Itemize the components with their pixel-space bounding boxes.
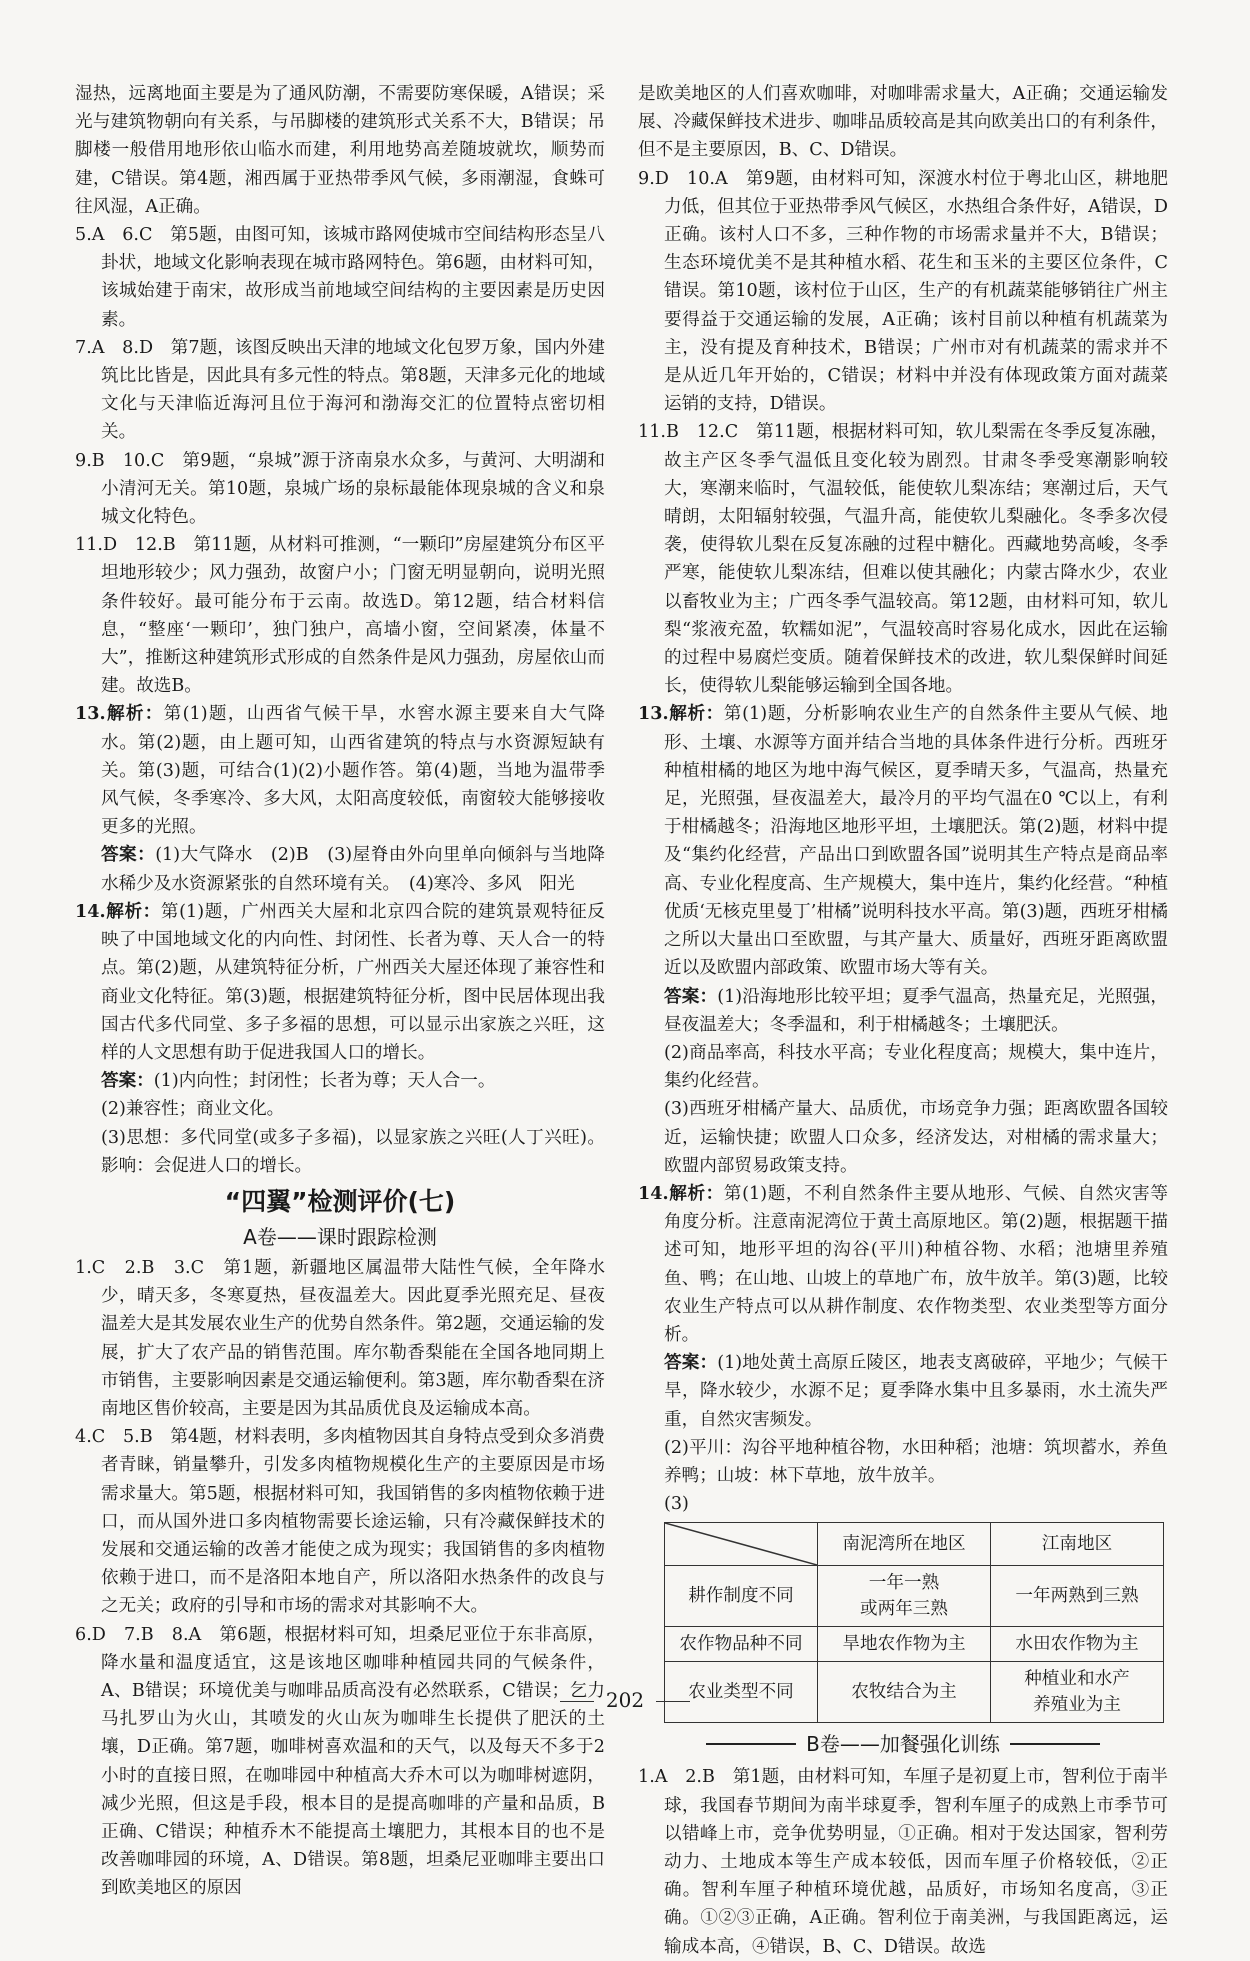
table-row	[665, 1566, 1164, 1627]
table-header-row	[665, 1523, 1164, 1566]
analysis-item	[638, 700, 1168, 982]
analysis-text: 第(1)题，广州西关大屋和北京四合院的建筑景观特征反映了中国地域文化的内向性、封闭性、长者为尊、天人合一的特点。第(2)题，从建筑特征分析，广州西关大屋还体现了兼容性和商业文化特征。第(3)题，根据建筑特征分析，图中民居体现出我国古代多代同堂、多子多福的思想，可以显示出家族之兴旺，这样的人文思想有助于促进我国人口的增长。	[101, 901, 605, 1063]
answer-item: 6.D 7.B 8.A 第6题，根据材料可知，坦桑尼亚位于东非高原，降水量和温度适宜，这是该地区咖啡种植园共同的气候条件，A、B错误；环境优美与咖啡品质高没有必然联系，C错误；乞力马扎罗山为火山，其喷发的火山灰为咖啡生长提供了肥沃的土壤，D正确。第7题，咖啡树喜欢温和的天气，以及每天不多于2小时的直接日照，在咖啡园中种植高大乔木可以为咖啡树遮阴，减少光照，但这是手段，根本目的是提高咖啡的产量和品质，B正确、C错误；种植乔木不能提高土壤肥力，其根本目的也不是改善咖啡园的环境，A、D错误。第8题，坦桑尼亚咖啡主要出口到欧美地区的原因	[75, 1624, 605, 1899]
answer-label: 答案：	[664, 985, 718, 1007]
analysis-label: 13.解析：	[638, 703, 724, 725]
analysis-item	[75, 700, 605, 841]
answer-block	[638, 983, 1168, 1039]
answer-text: (1)内向性；封闭性；长者为尊；天人合一。	[153, 1071, 496, 1092]
analysis-label: 14.解析：	[75, 900, 161, 922]
answer-label: 答案：	[664, 1352, 718, 1374]
table-cell: 农牧结合为主	[818, 1662, 991, 1723]
table-cell: 水田农作物为主	[991, 1627, 1164, 1662]
answer-block	[638, 1349, 1168, 1434]
analysis-text: 第(1)题，不利自然条件主要从地形、气候、自然灾害等角度分析。注意南泥湾位于黄土高原地区。第(2)题，根据题干描述可知，地形平坦的沟谷(平川)种植谷物、水稻；池塘里养殖鱼、鸭；在山地、山坡上的草地广布，放牛放羊。第(3)题，比较农业生产特点可以从耕作制度、农作物类型、农业类型等方面分析。	[664, 1183, 1168, 1345]
answer-paragraph: 是欧美地区的人们喜欢咖啡，对咖啡需求量大，A正确；交通运输发展、冷藏保鲜技术进步、咖啡品质较高是其向欧美出口的有利条件，但不是主要原因，B、C、D错误。	[638, 84, 1168, 161]
page-number-text: 202	[605, 1688, 645, 1712]
title-rule-right	[1010, 1743, 1100, 1745]
answer-subitem: (2)兼容性；商业文化。	[101, 1099, 285, 1120]
table-row-label: 耕作制度不同	[665, 1566, 818, 1627]
table-header-cell: 南泥湾所在地区	[818, 1523, 991, 1566]
answer-label: 答案：	[101, 844, 156, 866]
section-subtitle-b	[638, 1729, 1168, 1759]
answer-item: 1.A 2.B 第1题，由材料可知，车厘子是初夏上市，智利位于南半球，我国春节期间为南半球夏季，智利车厘子的成熟上市季节可以错峰上市，竞争优势明显，①正确。相对于发达国家，智利劳动力、土地成本等生产成本较低，因而车厘子价格较低，②正确。智利车厘子种植环境优越，品质好，市场知名度高，③正确。①②③正确，A正确。智利位于南美洲，与我国距离远，运输成本高，④错误，B、C、D错误。故选	[638, 1767, 1168, 1957]
answer-subitem: (2)商品率高，科技水平高；专业化程度高；规模大，集中连片，集约化经营。	[664, 1042, 1168, 1092]
answer-item: 7.A 8.D 第7题，该图反映出天津的地域文化包罗万象，国内外建筑比比皆是，因此具有多元性的特点。第8题，天津多元化的地域文化与天津临近海河且位于海河和渤海交汇的位置特点密切相关。	[75, 337, 605, 443]
table-row-label: 农业类型不同	[665, 1662, 818, 1723]
analysis-item	[75, 898, 605, 1067]
analysis-label: 14.解析：	[638, 1182, 724, 1204]
analysis-label: 13.解析：	[75, 703, 164, 725]
title-rule-left	[706, 1743, 796, 1745]
answer-item: 9.D 10.A 第9题，由材料可知，深渡水村位于粤北山区，耕地肥力低，但其位于亚热带季风气候区，水热组合条件好，A错误，D正确。该村人口不多，三种作物的市场需求量并不大，B错误；生态环境优美不是其种植水稻、花生和玉米的主要区位条件，C错误。第10题，该村位于山区，生产的有机蔬菜能够销往广州主要得益于交通运输的发展，A正确；该村目前以种植有机蔬菜为主，没有提及育种技术，B错误；广州市对有机蔬菜的需求并不是从近几年开始的，C错误；材料中并没有体现政策方面对蔬菜运销的支持，D错误。	[638, 168, 1168, 415]
table-diagonal-cell	[665, 1523, 818, 1566]
page-number-dash-right	[656, 1701, 690, 1702]
table-cell: 种植业和水产 养殖业为主	[991, 1662, 1164, 1723]
answer-item: 4.C 5.B 第4题，材料表明，多肉植物因其自身特点受到众多消费者青睐，销量攀升，引发多肉植物规模化生产的主要原因是市场需求量大。第5题，根据材料可知，我国销售的多肉植物依赖于进口，而从国外进口多肉植物需要长途运输，只有冷藏保鲜技术的发展和交通运输的改善才能使之成为现实；我国销售的多肉植物依赖于进口，而不是洛阳本地自产，所以洛阳水热条件的改良与之无关；政府的引导和市场的需求对其影响不大。	[75, 1427, 605, 1617]
section-subtitle: A卷——课时跟踪检测	[243, 1224, 437, 1249]
page-number-dash-left	[560, 1701, 594, 1702]
diagonal-line	[665, 1523, 817, 1565]
table-row	[665, 1627, 1164, 1662]
table-cell: 一年一熟 或两年三熟	[818, 1566, 991, 1627]
answer-subitem: (3)	[664, 1494, 689, 1515]
answer-label: 答案：	[101, 1070, 154, 1092]
answer-block	[75, 1067, 605, 1095]
analysis-item	[638, 1180, 1168, 1349]
answer-text: (1)沿海地形比较平坦；夏季气温高，热量充足，光照强，昼夜温差大；冬季温和，利于柑橘越冬；土壤肥沃。	[664, 986, 1168, 1035]
analysis-text: 第(1)题，山西省气候干旱，水窖水源主要来自大气降水。第(2)题，由上题可知，山西省建筑的特点与水资源短缺有关。第(3)题，可结合(1)(2)小题作答。第(4)题，当地为温带季风气候，冬季寒冷、多大风，太阳高度较低，南窗较大能够接收更多的光照。	[101, 704, 605, 838]
answer-subitem: (3)思想：多代同堂(或多子多福)，以显家族之兴旺(人丁兴旺)。影响：会促进人口的增长。	[101, 1127, 605, 1176]
answer-paragraph: 湿热，远离地面主要是为了通风防潮，不需要防寒保暖，A错误；采光与建筑物朝向有关系，与吊脚楼的建筑形式关系不大，B错误；吊脚楼一般借用地形依山临水而建，利用地势高差随坡就坎，顺势而建，C错误。第4题，湘西属于亚热带季风气候，多雨潮湿，食蛛可往风湿，A正确。	[75, 84, 605, 217]
answer-item: 9.B 10.C 第9题，“泉城”源于济南泉水众多，与黄河、大明湖和小清河无关。第10题，泉城广场的泉标最能体现泉城的含义和泉城文化特色。	[75, 450, 605, 528]
answer-subitem: (2)平川：沟谷平地种植谷物，水田种稻；池塘：筑坝蓄水，养鱼养鸭；山坡：林下草地，放牛放羊。	[664, 1437, 1168, 1486]
table-row-label: 农作物品种不同	[665, 1627, 818, 1662]
answer-subitem: (3)西班牙柑橘产量大、品质优，市场竞争力强；距离欧盟各国较近，运输快捷；欧盟人口众多，经济发达，对柑橘的需求量大；欧盟内部贸易政策支持。	[664, 1099, 1168, 1176]
analysis-text: 第(1)题，分析影响农业生产的自然条件主要从气候、地形、土壤、水源等方面并结合当地的具体条件进行分析。西班牙种植柑橘的地区为地中海气候区，夏季晴天多，气温高，热量充足，光照强，昼夜温差大，最冷月的平均气温在0 ℃以上，有利于柑橘越冬；沿海地区地形平坦，土壤肥沃。第(2)题，材料中提及“集约化经营，产品出口到欧盟各国”说明其生产特点是商品率高、专业化程度高、生产规模大，集中连片，集约化经营。“种植优质‘无核克里曼丁’柑橘”说明科技水平高。第(3)题，西班牙柑橘之所以大量出口至欧盟，与其产量大、质量好，西班牙距离欧盟近以及欧盟内部政策、欧盟市场大等有关。	[664, 704, 1168, 979]
section-subtitle-text: B卷——加餐强化训练	[806, 1732, 1000, 1757]
table-cell: 旱地农作物为主	[818, 1627, 991, 1662]
answer-item: 11.D 12.B 第11题，从材料可推测，“一颗印”房屋建筑分布区平坦地形较少；风力强劲，故窗户小；门窗无明显朝向，说明光照条件较好。最可能分布于云南。故选D。第12题，结合材料信息，“整座‘一颗印’，独门独户，高墙小窗，空间紧凑，体量不大”，推断这种建筑形式形成的自然条件是风力强劲，房屋依山而建。故选B。	[75, 535, 605, 697]
answer-text: (1)大气降水 (2)B (3)屋脊由外向里单向倾斜与当地降水稀少及水资源紧张的自然环境有关。 (4)寒冷、多风 阳光	[101, 845, 605, 894]
right-column	[638, 80, 1168, 1961]
page-number	[0, 1688, 1250, 1712]
answer-block	[75, 841, 605, 897]
answer-text: (1)地处黄土高原丘陵区，地表支离破碎，平地少；气候干旱，降水较少，水源不足；夏季降水集中且多暴雨，水土流失严重，自然灾害频发。	[664, 1353, 1168, 1430]
table-cell: 一年两熟到三熟	[991, 1566, 1164, 1627]
table-header-cell: 江南地区	[991, 1523, 1164, 1566]
section-title: “四翼”检测评价(七)	[224, 1186, 456, 1216]
left-column	[75, 80, 605, 1903]
answer-item: 5.A 6.C 第5题，由图可知，该城市路网使城市空间结构形态呈八卦状，地域文化影响表现在城市路网特色。第6题，由材料可知，该城始建于南宋，故形成当前地域空间结构的主要因素是历史因素。	[75, 225, 605, 330]
answer-item: 1.C 2.B 3.C 第1题，新疆地区属温带大陆性气候，全年降水少，晴天多，冬寒夏热，昼夜温差大。因此夏季光照充足、昼夜温差大是其发展农业生产的优势自然条件。第2题，交通运输的发展，扩大了农产品的销售范围。库尔勒香梨能在全国各地同期上市销售，主要影响因素是交通运输便利。第3题，库尔勒香梨在济南地区售价较高，主要是因为其品质优良及运输成本高。	[75, 1257, 605, 1419]
answer-item: 11.B 12.C 第11题，根据材料可知，软儿梨需在冬季反复冻融，故主产区冬季气温低且变化较为剧烈。甘肃冬季受寒潮影响较大，寒潮来临时，气温较低，能使软儿梨冻结；寒潮过后，天气晴朗，太阳辐射较强，气温升高，能使软儿梨融化。冬季多次侵袭，使得软儿梨在反复冻融的过程中糖化。西藏地势高峻，冬季严寒，能使软儿梨冻结，但难以使其融化；内蒙古降水少，农业以畜牧业为主；广西冬季气温较高。第12题，由材料可知，软儿梨“浆液充盈，软糯如泥”，气温较高时容易化成水，因此在运输的过程中易腐烂变质。随着保鲜技术的改进，软儿梨保鲜时间延长，使得软儿梨能够运输到全国各地。	[638, 422, 1168, 697]
